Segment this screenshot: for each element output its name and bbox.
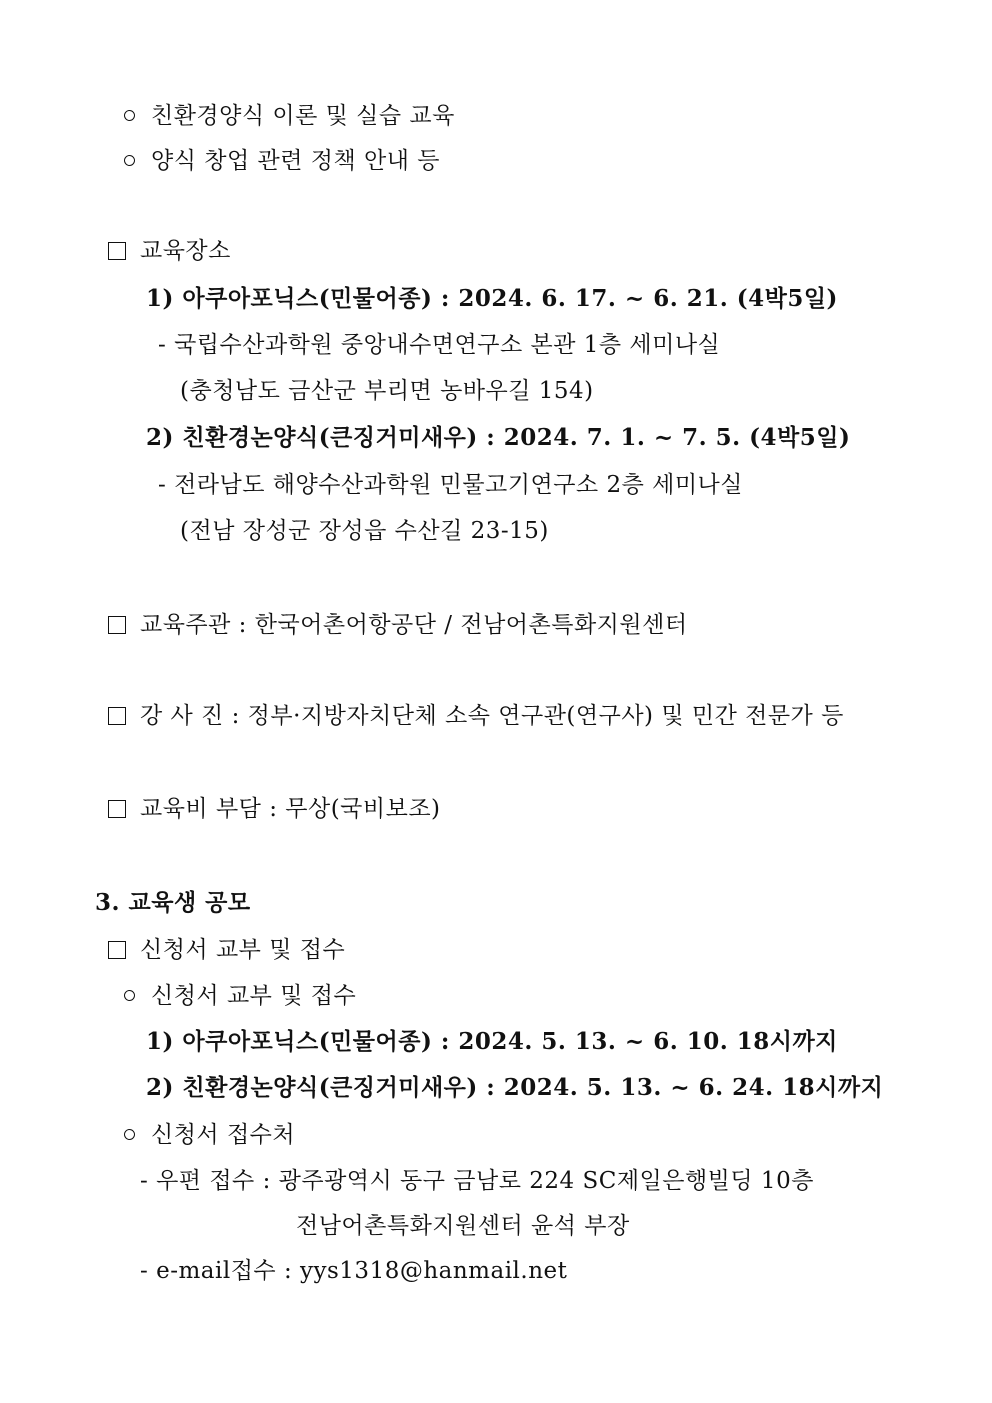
course1-schedule: 1) 아쿠아포닉스(민물어종) : 2024. 6. 17. ~ 6. 21. (4박5일) [146, 285, 838, 312]
email-line: - e-mail접수 : yys1318@hanmail.net [140, 1258, 568, 1284]
checkbox-square-icon [108, 800, 126, 818]
bullet-text: 친환경양식 이론 및 실습 교육 [151, 103, 455, 129]
mail-address-line2: 전남어촌특화지원센터 윤석 부장 [296, 1213, 630, 1239]
circle-bullet-icon [124, 155, 135, 166]
cost-line: 교육비 부담 : 무상(국비보조) [108, 794, 441, 824]
deadline2: 2) 친환경논양식(큰징거미새우) : 2024. 5. 13. ~ 6. 24. 18시까지 [146, 1074, 884, 1101]
course2-address: (전남 장성군 장성읍 수산길 23-15) [180, 518, 549, 544]
checkbox-square-icon [108, 616, 126, 634]
instructors-line: 강 사 진 : 정부·지방자치단체 소속 연구관(연구사) 및 민간 전문가 등 [108, 701, 844, 731]
course1-address: (충청남도 금산군 부리면 농바우길 154) [180, 378, 594, 404]
checkbox-square-icon [108, 941, 126, 959]
bullet-item: 신청서 접수처 [124, 1120, 295, 1150]
section3-title: 3. 교육생 공모 [95, 889, 251, 916]
circle-bullet-icon [124, 1129, 135, 1140]
organizer-line: 교육주관 : 한국어촌어항공단 / 전남어촌특화지원센터 [108, 610, 688, 640]
bullet-item: 신청서 교부 및 접수 [124, 981, 356, 1011]
checkbox-square-icon [108, 707, 126, 725]
mail-address-line1: - 우편 접수 : 광주광역시 동구 금남로 224 SC제일은행빌딩 10층 [140, 1168, 814, 1194]
bullet-item [124, 146, 440, 176]
circle-bullet-icon [124, 110, 135, 121]
deadline1: 1) 아쿠아포닉스(민물어종) : 2024. 5. 13. ~ 6. 10. 18시까지 [146, 1028, 838, 1055]
location-heading: 교육장소 [108, 236, 231, 266]
bullet-item [124, 101, 455, 131]
bullet-text: 양식 창업 관련 정책 안내 등 [151, 148, 440, 174]
course1-place: - 국립수산과학원 중앙내수면연구소 본관 1층 세미나실 [158, 332, 721, 358]
checkbox-square-icon [108, 242, 126, 260]
circle-bullet-icon [124, 990, 135, 1001]
course2-place: - 전라남도 해양수산과학원 민물고기연구소 2층 세미나실 [158, 472, 743, 498]
course2-schedule: 2) 친환경논양식(큰징거미새우) : 2024. 7. 1. ~ 7. 5. (4박5일) [146, 424, 851, 451]
section3-subheading: 신청서 교부 및 접수 [108, 935, 345, 965]
